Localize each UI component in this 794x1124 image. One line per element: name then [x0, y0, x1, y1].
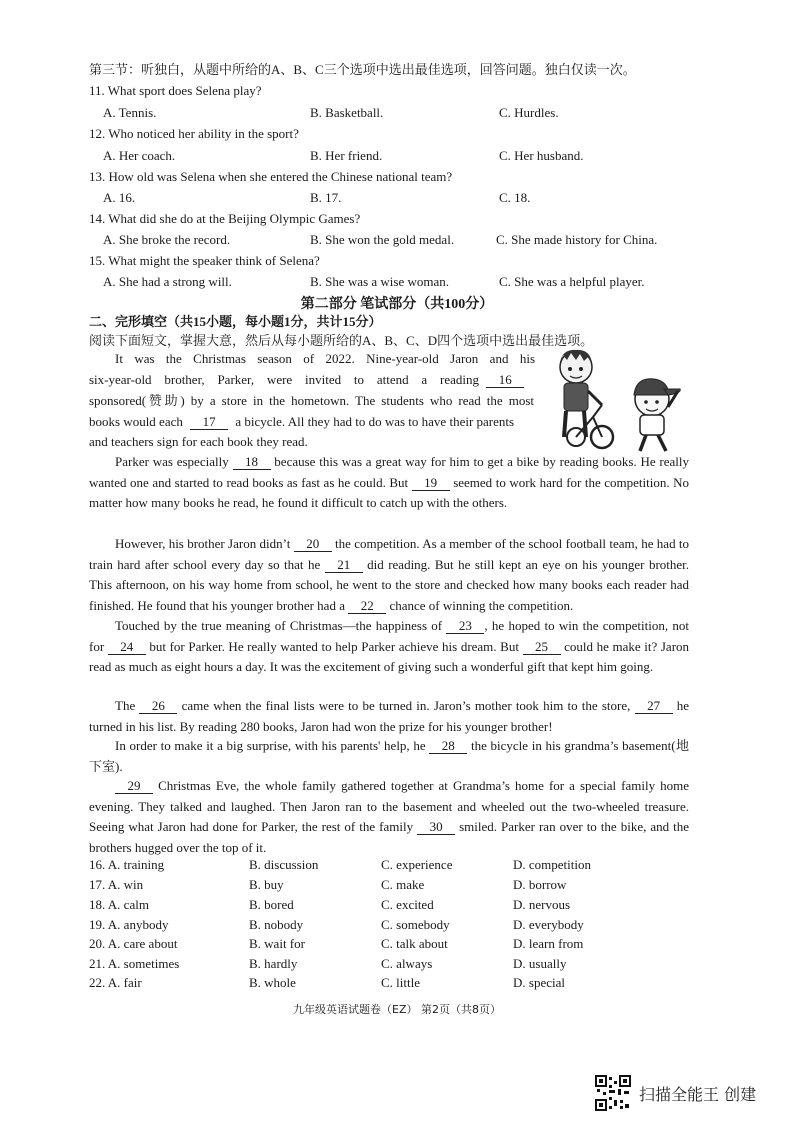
option-12b: B. Her friend.	[310, 148, 383, 163]
option-21c: C. always	[381, 956, 433, 971]
p3-text-a: However, his brother Jaron didn’t	[115, 536, 291, 551]
blank-20: 20	[294, 536, 332, 552]
p4-text-d: could he make it? Jaron read as much as eight hours a day. It was the excitement of giving such a wonderful gift that kept him going.	[89, 638, 690, 675]
option-17b: B. buy	[249, 877, 284, 892]
option-14b: B. She won the gold medal.	[310, 232, 455, 247]
option-18b: B. bored	[249, 897, 294, 912]
p6-text-b: the bicycle in his grandma’s basement(地下室).	[89, 738, 689, 774]
passage-line-1: It was the Christmas season of 2022. Nine-year-old Jaron and his	[115, 351, 535, 366]
section3-heading: 第三节：听独白，从题中所给的A、B、C三个选项中选出最佳选项，回答问题。独白仅读一次。	[89, 62, 636, 77]
cloze-instruction: 阅读下面短文，掌握大意，然后从每小题所给的A、B、C、D四个选项中选出最佳选项。	[89, 333, 594, 348]
option-16c: C. experience	[381, 857, 453, 872]
option-21a: 21. A. sometimes	[89, 956, 180, 971]
blank-25: 25	[523, 639, 561, 655]
option-15c: C. She was a helpful player.	[499, 274, 645, 289]
option-17c: C. make	[381, 877, 425, 892]
blank-17: 17	[190, 414, 228, 430]
option-11a: A. Tennis.	[103, 105, 157, 120]
question-11: 11. What sport does Selena play?	[89, 83, 262, 98]
paragraph-6	[89, 736, 689, 777]
p5-text-b: came when the final lists were to be turned in. Jaron’s mother took him to the store,	[181, 698, 631, 713]
p7-text-b: smiled. Parker ran over to the bike, and the brothers hugged over the top of it.	[89, 819, 690, 856]
option-19c: C. somebody	[381, 917, 450, 932]
option-21d: D. usually	[513, 956, 567, 971]
option-13c: C. 18.	[499, 190, 531, 205]
option-20d: D. learn from	[513, 936, 584, 951]
scanner-label: 扫描全能王 创建	[639, 1084, 757, 1104]
blank-26: 26	[139, 698, 177, 714]
option-22a: 22. A. fair	[89, 975, 142, 990]
qr-code-icon	[595, 1075, 631, 1111]
question-12: 12. Who noticed her ability in the sport?	[89, 126, 299, 141]
paragraph-5	[89, 696, 689, 737]
p2-text-c: seemed to work hard for the competition. No matter how many books he read, he found it difficult to catch up with the others.	[89, 474, 690, 511]
p2-text-b: because this was a great way for him to get a bike by reading books. He really wanted one and started to read books as fast as he could. But	[89, 454, 690, 490]
blank-22: 22	[348, 598, 386, 614]
passage-line-3: sponsored(赞助) by a store in the hometown. The students who read the most	[89, 393, 534, 408]
option-13a: A. 16.	[103, 190, 136, 205]
blank-23: 23	[446, 618, 484, 634]
p6-text-a: In order to make it a big surprise, with his parents' help, he	[115, 738, 426, 753]
cloze-heading: 二、完形填空（共15小题，每小题1分，共计15分）	[89, 314, 382, 329]
option-17a: 17. A. win	[89, 877, 144, 892]
p5-text-a: The	[115, 698, 136, 713]
blank-30: 30	[417, 819, 455, 835]
blank-16: 16	[486, 372, 524, 388]
passage-line-4-rest: a bicycle. All they had to do was to have their parents	[235, 414, 515, 429]
boys-bicycle-illustration	[548, 345, 690, 455]
option-18d: D. nervous	[513, 897, 571, 912]
passage-line-5: and teachers sign for each book they read.	[89, 434, 308, 449]
option-14a: A. She broke the record.	[103, 232, 231, 247]
blank-28: 28	[429, 738, 467, 754]
option-15b: B. She was a wise woman.	[310, 274, 450, 289]
paragraph-3	[89, 534, 689, 617]
blank-24: 24	[108, 639, 146, 655]
p4-text-c: but for Parker. He really wanted to help Parker achieve his dream. But	[149, 638, 519, 654]
option-11b: B. Basketball.	[310, 105, 384, 120]
blank-18: 18	[233, 454, 271, 470]
p3-text-d: chance of winning the competition.	[389, 598, 574, 614]
option-17d: D. borrow	[513, 877, 567, 892]
option-19b: B. nobody	[249, 917, 304, 932]
option-22d: D. special	[513, 975, 565, 990]
passage-line-4-text: books would each	[89, 414, 183, 429]
passage-line-2	[89, 372, 524, 388]
option-16d: D. competition	[513, 857, 591, 872]
part2-title: 第二部分 笔试部分（共100分）	[300, 297, 494, 312]
option-16b: B. discussion	[249, 857, 319, 872]
option-20c: C. talk about	[381, 936, 448, 951]
option-20a: 20. A. care about	[89, 936, 178, 951]
scanner-watermark	[595, 1073, 756, 1113]
p5-text-c: he turned in his list. By reading 280 books, Jaron had won the prize for his younger brother!	[89, 698, 690, 734]
p3-text-c: did reading. But he still kept an eye on his younger brother. This afternoon, on his way home from school, he went to the store and checked how many books each reader had finished. He found that his younger brother had a	[89, 556, 690, 614]
paragraph-2	[89, 452, 689, 514]
p4-text-a: Touched by the true meaning of Christmas—the happiness of	[115, 618, 443, 633]
option-19a: 19. A. anybody	[89, 917, 169, 932]
option-15a: A. She had a strong will.	[103, 274, 232, 289]
option-22c: C. little	[381, 975, 420, 990]
option-19d: D. everybody	[513, 917, 584, 932]
blank-21: 21	[325, 557, 363, 573]
blank-27: 27	[635, 698, 673, 714]
option-22b: B. whole	[249, 975, 296, 990]
option-18a: 18. A. calm	[89, 897, 149, 912]
option-21b: B. hardly	[249, 956, 298, 971]
option-20b: B. wait for	[249, 936, 305, 951]
p2-text-a: Parker was especially	[115, 454, 229, 469]
passage-line-4	[89, 414, 514, 430]
option-13b: B. 17.	[310, 190, 342, 205]
question-14: 14. What did she do at the Beijing Olympic Games?	[89, 211, 361, 226]
question-15: 15. What might the speaker think of Selena?	[89, 253, 320, 268]
p3-text-b: the competition. As a member of the school football team, he had to train hard after school every day so that he	[89, 536, 690, 572]
p7-text-a: Christmas Eve, the whole family gathered together at Grandma’s home for a special family home evening. They talked and laughed. Then Jaron ran to the basement and wheeled out the two-wheeled treasure. Seeing what Jaron had done for Parker, the rest of the family	[89, 778, 690, 835]
paragraph-7	[89, 776, 689, 859]
option-11c: C. Hurdles.	[499, 105, 559, 120]
option-14c: C. She made history for China.	[496, 232, 658, 247]
option-18c: C. excited	[381, 897, 434, 912]
blank-29: 29	[115, 778, 153, 794]
question-13: 13. How old was Selena when she entered the Chinese national team?	[89, 169, 453, 184]
option-12c: C. Her husband.	[499, 148, 584, 163]
blank-19: 19	[412, 475, 450, 491]
option-12a: A. Her coach.	[103, 148, 176, 163]
page-footer: 九年级英语试题卷（EZ） 第2页（共8页）	[293, 1003, 501, 1016]
passage-line-2-text: six-year-old brother, Parker, were invited to attend a reading	[89, 372, 479, 387]
p4-text-b: , he hoped to win the competition, not for	[89, 618, 690, 654]
option-16a: 16. A. training	[89, 857, 165, 872]
paragraph-4	[89, 616, 689, 678]
